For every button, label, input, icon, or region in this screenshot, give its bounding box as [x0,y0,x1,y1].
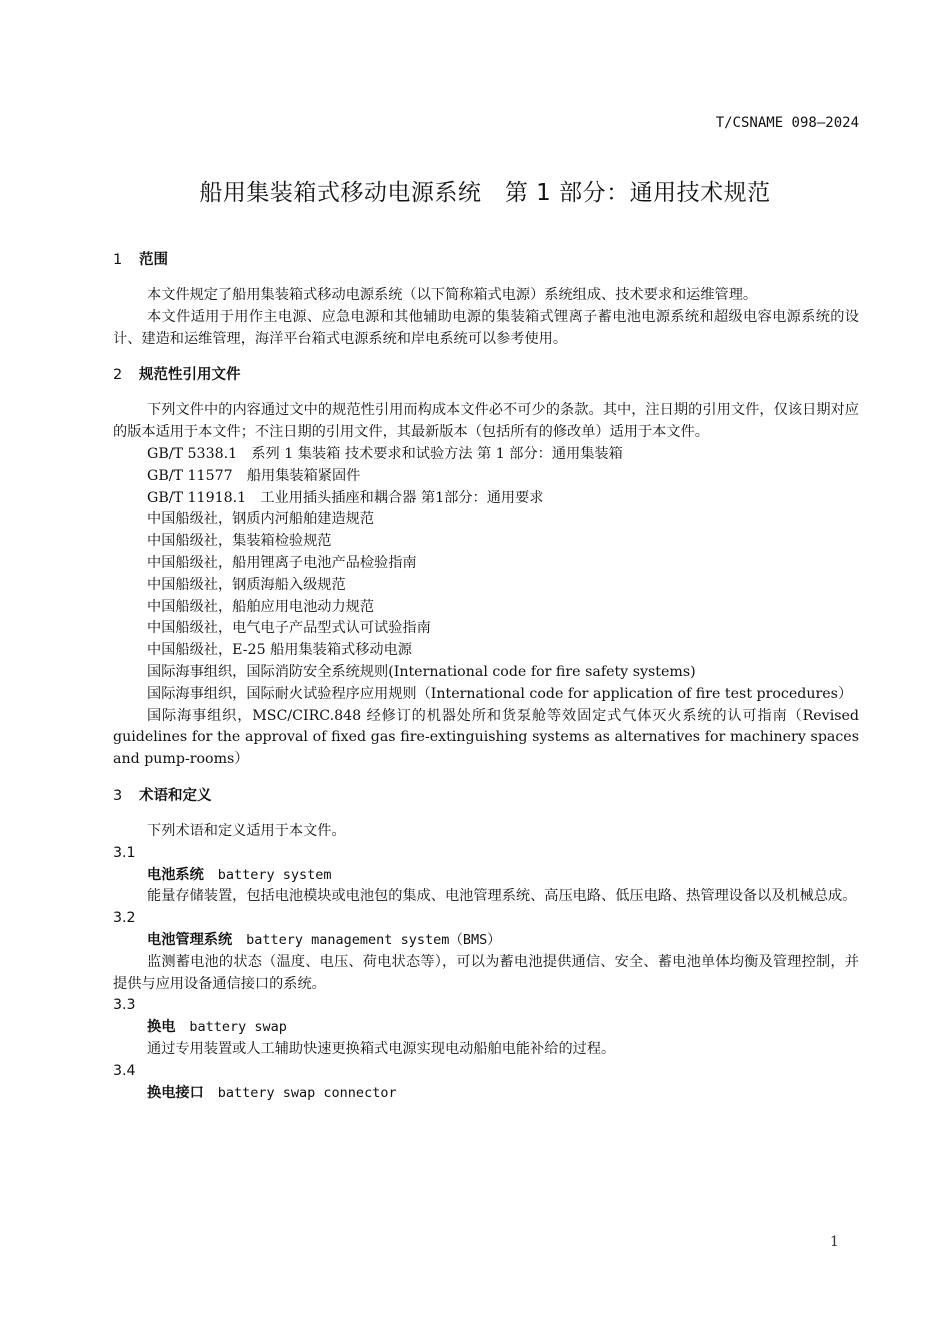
term-number: 3.3 [113,997,136,1014]
term-definition: 能量存储装置，包括电池模块或电池包的集成、电池管理系统、高压电路、低压电路、热管理设备以及机械总成。 [147,888,857,905]
paragraph: 下列术语和定义适用于本文件。 [147,822,346,839]
reference-item: 中国船级社，集装箱检验规范 [147,533,332,550]
term-number: 3.2 [113,910,136,927]
reference-item: 国际海事组织，国际消防安全系统规则(International code for fire safety systems) [147,663,696,680]
term-en: battery management system（BMS） [246,931,501,948]
term-en: battery system [217,866,332,883]
document-body [113,249,859,1104]
reference-item: GB/T 11918.1 工业用插头插座和耦合器 第1部分：通用要求 [147,489,544,506]
term-number: 3.4 [113,1062,136,1079]
paragraph: 下列文件中的内容通过文中的规范性引用而构成本文件必不可少的条款。其中，注日期的引用文件，仅该日期对应的版本适用于本文件；不注日期的引用文件，其最新版本（包括所有的修改单）适用于本文件。 [113,402,859,441]
section-title: 规范性引用文件 [139,367,241,384]
reference-item: 中国船级社，钢质内河船舶建造规范 [147,511,375,528]
term-number: 3.1 [113,844,136,861]
section-title: 术语和定义 [139,787,212,804]
paragraph: 本文件适用于用作主电源、应急电源和其他辅助电源的集装箱式锂离子蓄电池电源系统和超级电容电源系统的设计、建造和运维管理，海洋平台箱式电源系统和岸电系统可以参考使用。 [113,308,859,347]
section-heading-scope [113,249,859,271]
reference-item: GB/T 11577 船用集装箱紧固件 [147,467,361,484]
reference-item: 国际海事组织，MSC/CIRC.848 经修订的机器处所和货泵舱等效固定式气体灭火系统的认可指南（Revised guidelines for the approval of fixed gas fire-extinguishing systems as alternatives for machinery spaces and pump-rooms） [113,707,859,768]
reference-item: 中国船级社，船舶应用电池动力规范 [147,598,375,615]
section-heading-normative-references [113,364,859,386]
paragraph: 本文件规定了船用集装箱式移动电源系统（以下简称箱式电源）系统组成、技术要求和运维管理。 [147,287,758,303]
section-title: 范围 [139,252,168,268]
reference-item: 中国船级社，E-25 船用集装箱式移动电源 [147,642,412,659]
term-definition: 监测蓄电池的状态（温度、电压、荷电状态等），可以为蓄电池提供通信、安全、蓄电池单体均衡及管理控制，并提供与应用设备通信接口的系统。 [113,953,859,992]
reference-item: GB/T 5338.1 系列 1 集装箱 技术要求和试验方法 第 1 部分：通用集装箱 [147,445,623,462]
term-en: battery swap connector [217,1084,397,1101]
reference-item: 国际海事组织，国际耐火试验程序应用规则（International code for application of fire test procedures） [147,685,853,702]
term-entry [113,1083,859,1105]
reference-item: 中国船级社，电气电子产品型式认可试验指南 [147,620,431,637]
section-number: 1 [113,252,123,268]
term-definition: 通过专用装置或人工辅助快速更换箱式电源实现电动船舶电能补给的过程。 [147,1040,616,1057]
section-number: 2 [113,367,123,384]
term-zh: 换电接口 [147,1084,204,1101]
term-entry [113,865,859,887]
document-code: T/CSNAME 098—2024 [715,115,859,131]
term-entry [113,1017,859,1039]
section-heading-terms [113,785,859,807]
document-title: 船用集装箱式移动电源系统 第 1 部分：通用技术规范 [199,180,771,206]
term-en: battery swap [189,1019,287,1036]
term-zh: 电池系统 [147,866,204,883]
term-entry [113,930,859,952]
section-number: 3 [113,787,123,804]
term-zh: 换电 [147,1019,176,1036]
page-number: 1 [830,1234,839,1250]
term-zh: 电池管理系统 [147,931,233,948]
reference-item: 中国船级社，钢质海船入级规范 [147,576,346,593]
reference-item: 中国船级社，船用锂离子电池产品检验指南 [147,554,417,571]
